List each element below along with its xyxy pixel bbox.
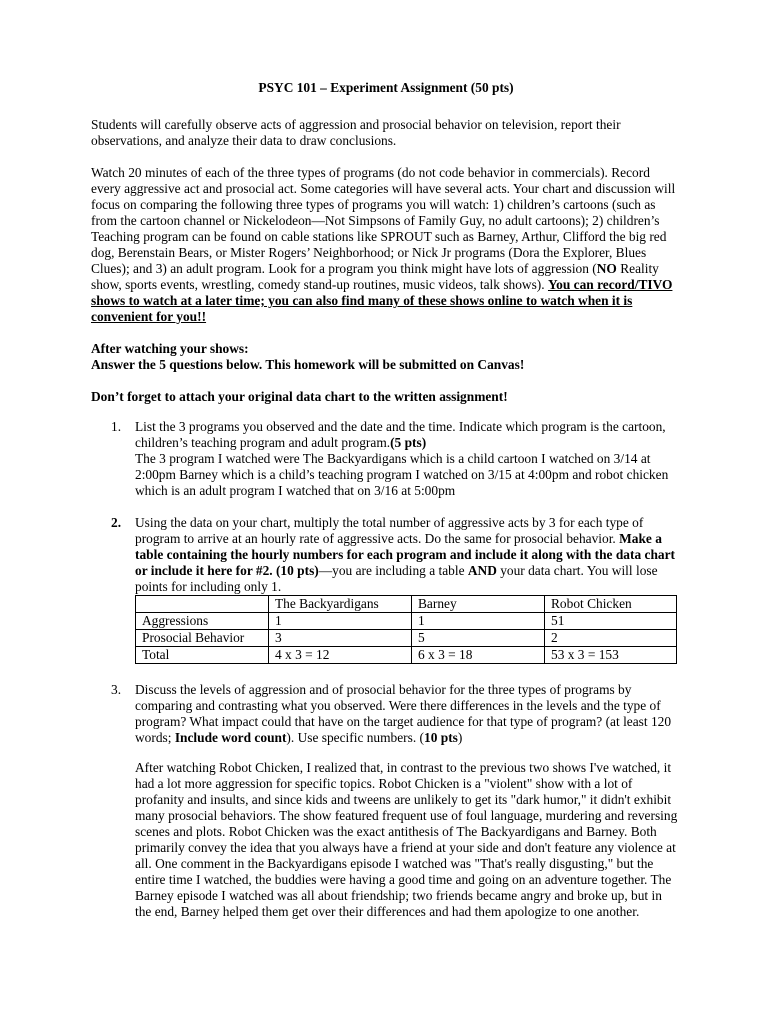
table-row [136, 647, 677, 664]
answer-instruction: Answer the 5 questions below. This homework will be submitted on Canvas! [91, 357, 525, 372]
table-cell: 2 [545, 630, 677, 647]
question-number: 2. [111, 515, 122, 530]
page-title: PSYC 101 – Experiment Assignment (50 pts) [258, 80, 514, 95]
table-cell: 5 [412, 630, 545, 647]
question-3-text-c: ) [457, 730, 463, 745]
question-3-answer: After watching Robot Chicken, I realized that, in contrast to the previous two shows I've watched, it had a lot more aggression for specific topics. Robot Chicken is a "violent" show with a lot of profanity and insults, and since kids and tweens are unlikely to get its "dark humor," it didn't exhibit many prosocial behaviors. The show featured frequent use of foul language, murdering and reversing scenes and plots. Robot Chicken was the exact antithesis of The Backyardigans and Barney. Both primarily convey the idea that you always have a friend at your side and don't feature any violence at all. One comment in the Backyardigans episode I watched was "That's really disgusting," but the entire time I watched, the buddies were having a good time and going on an adventure together. The Barney episode I watched was all about friendship; two friends became angry and broke up, but in the end, Barney helped them get over their differences and had them apologize to one another. [135, 760, 678, 919]
table-header-cell: Robot Chicken [545, 596, 677, 613]
table-cell: 4 x 3 = 12 [269, 647, 412, 664]
question-2-text-c: your data chart. You will lose points for including only 1. [135, 563, 658, 594]
table-header-cell: Barney [412, 596, 545, 613]
table-cell: 6 x 3 = 18 [412, 647, 545, 664]
question-1-answer: The 3 program I watched were The Backyardigans which is a child cartoon I watched on 3/14 at 2:00pm Barney which is a child’s teaching program I watched on 3/15 at 4:00pm and robot chicken which is an adult program I watched that on 3/16 at 5:00pm [135, 451, 669, 498]
question-3-prompt [135, 682, 681, 746]
table-header-cell: The Backyardigans [269, 596, 412, 613]
question-2-bold-text: Make a table containing the hourly numbers for each program and include it along with the data chart or include it here for #2. (10 pts) [135, 531, 675, 578]
question-1-prompt [135, 419, 681, 451]
question-1-points: (5 pts) [390, 435, 427, 450]
table-cell: 53 x 3 = 153 [545, 647, 677, 664]
watch-instructions [91, 165, 681, 325]
question-number: 1. [111, 419, 122, 434]
record-note: You can record/TIVO shows to watch at a later time; you can also find many of these shows online to watch when it is convenient for you!! [91, 277, 673, 324]
table-cell: Total [136, 647, 269, 664]
intro-paragraph: Students will carefully observe acts of aggression and prosocial behavior on television, report their observations, and analyze their data to draw conclusions. [91, 117, 621, 148]
question-number: 3. [111, 682, 122, 697]
hourly-rate-table [135, 595, 677, 664]
table-cell: Aggressions [136, 613, 269, 630]
watch-text-no: NO [596, 261, 617, 276]
after-heading: After watching your shows: [91, 341, 249, 356]
table-row [136, 630, 677, 647]
question-3-bold-text: Include word count [174, 730, 287, 745]
question-2-and: AND [467, 563, 497, 578]
watch-text-a: Watch 20 minutes of each of the three types of programs (do not code behavior in commercials). Record every aggressive act and prosocial act. Some categories will have several acts. Your chart and discussion will focus on comparing the following three types of programs you will watch: 1) children’s cartoons (such as from the cartoon channel or Nickelodeon—Not Simpsons of Family Guy, no adult cartoons); 2) children’s Teaching program can be found on cable stations like SPROUT such as Barney, Arthur, Clifford the big red dog, Berenstain Bears, or Mister Rogers’ Neighborhood; or Nick Jr programs (Dora the Explorer, Blues Clues); and 3) an adult program. Look for a program you think might have lots of aggression ( [91, 165, 676, 276]
question-list [91, 419, 681, 920]
table-cell: 51 [545, 613, 677, 630]
table-cell: 1 [412, 613, 545, 630]
question-2 [91, 515, 681, 664]
watch-text-b: Reality show, sports events, wrestling, comedy stand-up routines, music videos, talk shows). [91, 261, 659, 292]
table-header-cell [136, 596, 269, 613]
question-2-text-a: Using the data on your chart, multiply the total number of aggressive acts by 3 for each type of program to arrive at an hourly rate of aggressive acts. Do the same for prosocial behavior. [135, 515, 644, 546]
document-page [91, 80, 681, 920]
question-3-text-a: Discuss the levels of aggression and of prosocial behavior for the three types of programs by comparing and contrasting what you observed. Were there differences in the levels and the type of program? What impact could that have on the target audience for that type of program? (at least 120 words; [135, 682, 672, 745]
dont-forget-note: Don’t forget to attach your original data chart to the written assignment! [91, 389, 508, 404]
question-3-text-b: ). Use specific numbers. ( [286, 730, 425, 745]
question-3-points: 10 pts [424, 730, 458, 745]
table-header-row [136, 596, 677, 613]
question-1-text: List the 3 programs you observed and the date and the time. Indicate which program is the cartoon, children’s teaching program and adult program. [135, 419, 666, 450]
table-cell: 1 [269, 613, 412, 630]
question-3 [91, 682, 681, 920]
table-row [136, 613, 677, 630]
table-cell: Prosocial Behavior [136, 630, 269, 647]
table-cell: 3 [269, 630, 412, 647]
question-2-prompt [135, 515, 681, 595]
question-2-text-b: —you are including a table [318, 563, 468, 578]
question-1 [91, 419, 681, 499]
